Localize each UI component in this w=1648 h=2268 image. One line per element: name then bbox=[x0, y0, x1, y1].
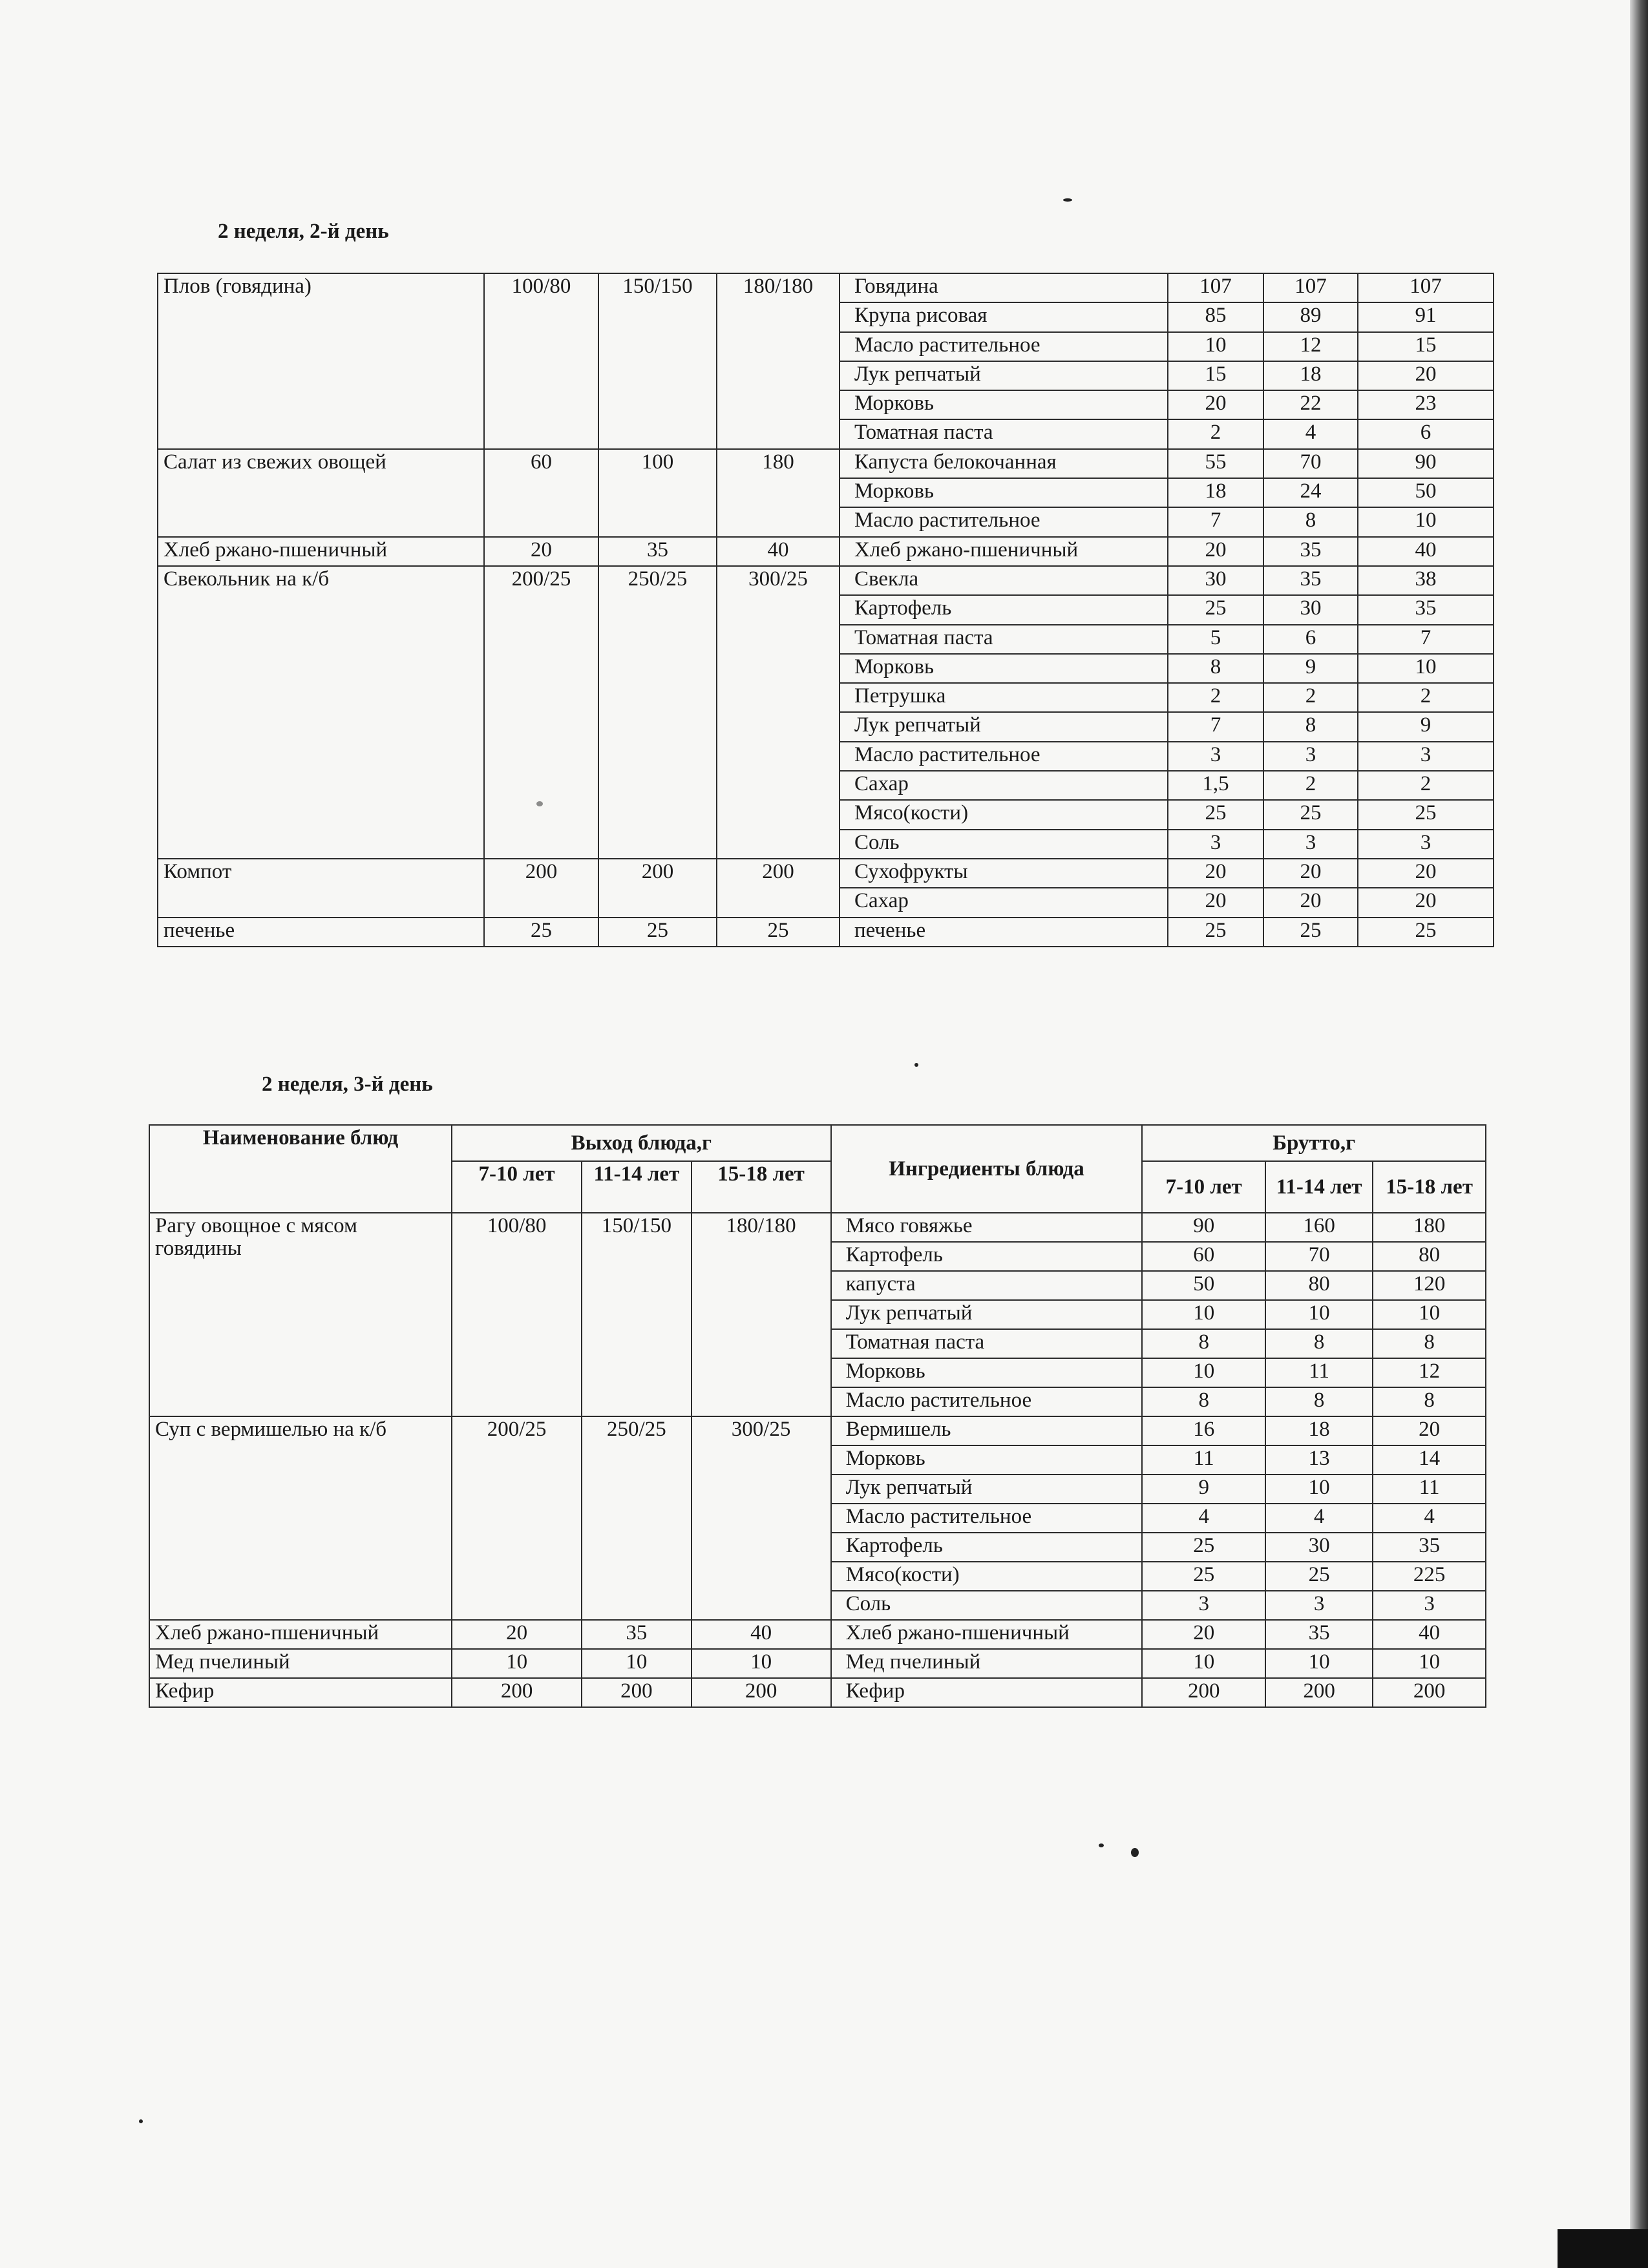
column-header-age: 11-14 лет bbox=[1265, 1161, 1373, 1213]
ingredient-name: Масло растительное bbox=[840, 507, 1168, 536]
ingredient-gross: 11 bbox=[1265, 1358, 1373, 1387]
table-row bbox=[158, 273, 1494, 302]
ingredient-gross: 8 bbox=[1142, 1387, 1265, 1416]
ingredient-gross: 12 bbox=[1263, 332, 1358, 361]
ingredient-gross: 18 bbox=[1168, 478, 1263, 507]
ingredient-gross: 3 bbox=[1265, 1591, 1373, 1620]
dish-output: 200 bbox=[484, 859, 598, 918]
ingredient-gross: 10 bbox=[1265, 1475, 1373, 1504]
dish-output: 180/180 bbox=[692, 1213, 831, 1416]
ingredient-gross: 30 bbox=[1263, 595, 1358, 624]
ingredient-name: Морковь bbox=[840, 478, 1168, 507]
ingredient-gross: 120 bbox=[1373, 1271, 1486, 1300]
dish-name: Кефир bbox=[149, 1678, 452, 1707]
dish-name: Суп с вермишелью на к/б bbox=[149, 1416, 452, 1620]
ingredient-gross: 35 bbox=[1358, 595, 1494, 624]
dish-output: 100/80 bbox=[452, 1213, 582, 1416]
ingredient-name: Сахар bbox=[840, 771, 1168, 800]
ingredient-gross: 200 bbox=[1142, 1678, 1265, 1707]
dish-output: 150/150 bbox=[598, 273, 717, 449]
ingredient-gross: 12 bbox=[1373, 1358, 1486, 1387]
ingredient-gross: 91 bbox=[1358, 302, 1494, 331]
ingredient-gross: 180 bbox=[1373, 1213, 1486, 1242]
ingredient-gross: 10 bbox=[1358, 507, 1494, 536]
ingredient-gross: 11 bbox=[1373, 1475, 1486, 1504]
ingredient-gross: 16 bbox=[1142, 1416, 1265, 1445]
ingredient-gross: 2 bbox=[1168, 683, 1263, 712]
ingredient-gross: 35 bbox=[1373, 1533, 1486, 1562]
ingredient-name: Картофель bbox=[831, 1242, 1143, 1271]
ingredient-name: Мед пчелиный bbox=[831, 1649, 1143, 1678]
dish-output: 200 bbox=[692, 1678, 831, 1707]
column-header-age: 7-10 лет bbox=[452, 1161, 582, 1213]
ingredient-gross: 25 bbox=[1263, 918, 1358, 947]
ingredient-gross: 8 bbox=[1263, 507, 1358, 536]
ingredient-gross: 35 bbox=[1263, 566, 1358, 595]
ingredient-gross: 25 bbox=[1168, 918, 1263, 947]
ingredient-name: Морковь bbox=[840, 390, 1168, 419]
table-row bbox=[158, 859, 1494, 888]
ingredient-gross: 8 bbox=[1373, 1387, 1486, 1416]
ingredient-name: Мясо(кости) bbox=[831, 1562, 1143, 1591]
table-row bbox=[149, 1678, 1486, 1707]
ingredient-gross: 30 bbox=[1168, 566, 1263, 595]
ingredient-gross: 20 bbox=[1142, 1620, 1265, 1649]
ingredient-gross: 5 bbox=[1168, 625, 1263, 654]
ingredient-gross: 90 bbox=[1358, 449, 1494, 478]
dish-output: 250/25 bbox=[582, 1416, 691, 1620]
dish-name: Компот bbox=[158, 859, 484, 918]
ingredient-gross: 9 bbox=[1263, 654, 1358, 683]
table-row bbox=[149, 1416, 1486, 1445]
table-row bbox=[158, 566, 1494, 595]
dish-output: 40 bbox=[692, 1620, 831, 1649]
dish-output: 200 bbox=[452, 1678, 582, 1707]
ingredient-gross: 10 bbox=[1265, 1300, 1373, 1329]
ingredient-gross: 30 bbox=[1265, 1533, 1373, 1562]
dish-output: 250/25 bbox=[598, 566, 717, 859]
ingredient-gross: 20 bbox=[1358, 361, 1494, 390]
ingredient-gross: 18 bbox=[1265, 1416, 1373, 1445]
dish-name: Рагу овощное с мясом говядины bbox=[149, 1213, 452, 1416]
ingredient-name: Лук репчатый bbox=[831, 1300, 1143, 1329]
dish-output: 200/25 bbox=[452, 1416, 582, 1620]
ingredient-gross: 20 bbox=[1373, 1416, 1486, 1445]
ingredient-gross: 225 bbox=[1373, 1562, 1486, 1591]
ingredient-name: Томатная паста bbox=[831, 1329, 1143, 1358]
dish-output: 300/25 bbox=[692, 1416, 831, 1620]
ingredient-gross: 107 bbox=[1263, 273, 1358, 302]
ingredient-name: Соль bbox=[831, 1591, 1143, 1620]
ingredient-gross: 20 bbox=[1358, 888, 1494, 917]
ingredient-name: Крупа рисовая bbox=[840, 302, 1168, 331]
ingredient-gross: 7 bbox=[1168, 712, 1263, 741]
ingredient-gross: 4 bbox=[1142, 1504, 1265, 1533]
ingredient-gross: 200 bbox=[1265, 1678, 1373, 1707]
ingredient-gross: 40 bbox=[1358, 537, 1494, 566]
ingredient-gross: 35 bbox=[1265, 1620, 1373, 1649]
ingredient-gross: 3 bbox=[1263, 742, 1358, 771]
column-header-age: 11-14 лет bbox=[582, 1161, 691, 1213]
ingredient-gross: 10 bbox=[1373, 1649, 1486, 1678]
ingredient-gross: 20 bbox=[1168, 390, 1263, 419]
dish-output: 40 bbox=[717, 537, 840, 566]
ingredient-gross: 10 bbox=[1358, 654, 1494, 683]
ingredient-gross: 2 bbox=[1263, 683, 1358, 712]
scan-speck bbox=[914, 1063, 918, 1067]
dish-output: 100/80 bbox=[484, 273, 598, 449]
ingredient-gross: 70 bbox=[1263, 449, 1358, 478]
ingredient-name: Свекла bbox=[840, 566, 1168, 595]
table-row bbox=[149, 1213, 1486, 1242]
ingredient-name: Томатная паста bbox=[840, 419, 1168, 448]
scan-speck bbox=[1131, 1848, 1139, 1857]
ingredient-gross: 22 bbox=[1263, 390, 1358, 419]
ingredient-gross: 3 bbox=[1142, 1591, 1265, 1620]
ingredient-name: Хлеб ржано-пшеничный bbox=[831, 1620, 1143, 1649]
column-header-dish: Наименование блюд bbox=[149, 1125, 452, 1213]
dish-name: Плов (говядина) bbox=[158, 273, 484, 449]
column-header-age: 7-10 лет bbox=[1142, 1161, 1265, 1213]
ingredient-gross: 15 bbox=[1358, 332, 1494, 361]
ingredient-name: Картофель bbox=[831, 1533, 1143, 1562]
ingredient-gross: 3 bbox=[1358, 742, 1494, 771]
ingredient-gross: 25 bbox=[1142, 1562, 1265, 1591]
ingredient-gross: 10 bbox=[1373, 1300, 1486, 1329]
ingredient-gross: 6 bbox=[1358, 419, 1494, 448]
dish-output: 25 bbox=[484, 918, 598, 947]
ingredient-name: Томатная паста bbox=[840, 625, 1168, 654]
ingredient-gross: 2 bbox=[1263, 771, 1358, 800]
dish-name: Салат из свежих овощей bbox=[158, 449, 484, 537]
ingredient-name: Лук репчатый bbox=[840, 712, 1168, 741]
ingredient-gross: 4 bbox=[1263, 419, 1358, 448]
ingredient-gross: 20 bbox=[1168, 537, 1263, 566]
ingredient-gross: 20 bbox=[1168, 859, 1263, 888]
ingredient-name: Масло растительное bbox=[840, 742, 1168, 771]
menu-table-day3 bbox=[149, 1124, 1486, 1708]
dish-name: Хлеб ржано-пшеничный bbox=[158, 537, 484, 566]
column-header-gross: Брутто,г bbox=[1142, 1125, 1486, 1161]
ingredient-name: Капуста белокочанная bbox=[840, 449, 1168, 478]
column-header-age: 15-18 лет bbox=[692, 1161, 831, 1213]
section-heading-day2: 2 неделя, 2-й день bbox=[218, 220, 389, 243]
ingredient-gross: 2 bbox=[1168, 419, 1263, 448]
dish-output: 20 bbox=[452, 1620, 582, 1649]
dish-output: 180/180 bbox=[717, 273, 840, 449]
dish-output: 200/25 bbox=[484, 566, 598, 859]
ingredient-name: капуста bbox=[831, 1271, 1143, 1300]
ingredient-gross: 3 bbox=[1263, 830, 1358, 859]
ingredient-gross: 200 bbox=[1373, 1678, 1486, 1707]
dish-output: 10 bbox=[692, 1649, 831, 1678]
ingredient-gross: 160 bbox=[1265, 1213, 1373, 1242]
ingredient-name: печенье bbox=[840, 918, 1168, 947]
ingredient-gross: 80 bbox=[1265, 1271, 1373, 1300]
scan-speck bbox=[1099, 1843, 1104, 1847]
ingredient-gross: 3 bbox=[1358, 830, 1494, 859]
ingredient-gross: 20 bbox=[1168, 888, 1263, 917]
ingredient-name: Кефир bbox=[831, 1678, 1143, 1707]
ingredient-gross: 55 bbox=[1168, 449, 1263, 478]
ingredient-gross: 10 bbox=[1265, 1649, 1373, 1678]
dish-output: 100 bbox=[598, 449, 717, 537]
table-row bbox=[149, 1620, 1486, 1649]
ingredient-gross: 3 bbox=[1168, 830, 1263, 859]
ingredient-name: Масло растительное bbox=[831, 1504, 1143, 1533]
dish-output: 20 bbox=[484, 537, 598, 566]
ingredient-gross: 38 bbox=[1358, 566, 1494, 595]
dish-name: Мед пчелиный bbox=[149, 1649, 452, 1678]
ingredient-gross: 25 bbox=[1168, 595, 1263, 624]
ingredient-gross: 9 bbox=[1358, 712, 1494, 741]
ingredient-gross: 8 bbox=[1265, 1329, 1373, 1358]
dish-output: 300/25 bbox=[717, 566, 840, 859]
ingredient-name: Соль bbox=[840, 830, 1168, 859]
table-row bbox=[158, 918, 1494, 947]
table-row bbox=[158, 449, 1494, 478]
ingredient-gross: 20 bbox=[1358, 859, 1494, 888]
dish-output: 25 bbox=[717, 918, 840, 947]
ingredient-gross: 90 bbox=[1142, 1213, 1265, 1242]
column-header-output: Выход блюда,г bbox=[452, 1125, 831, 1161]
ingredient-name: Мясо говяжье bbox=[831, 1213, 1143, 1242]
ingredient-gross: 4 bbox=[1373, 1504, 1486, 1533]
dish-output: 25 bbox=[598, 918, 717, 947]
ingredient-gross: 25 bbox=[1358, 800, 1494, 829]
ingredient-gross: 14 bbox=[1373, 1445, 1486, 1475]
ingredient-gross: 7 bbox=[1358, 625, 1494, 654]
ingredient-gross: 3 bbox=[1373, 1591, 1486, 1620]
dish-output: 10 bbox=[452, 1649, 582, 1678]
ingredient-name: Масло растительное bbox=[840, 332, 1168, 361]
scan-speck bbox=[139, 2119, 143, 2123]
scan-speck bbox=[1063, 198, 1072, 202]
dish-name: Свекольник на к/б bbox=[158, 566, 484, 859]
column-header-ingredients: Ингредиенты блюда bbox=[831, 1125, 1143, 1213]
ingredient-gross: 2 bbox=[1358, 771, 1494, 800]
dish-output: 180 bbox=[717, 449, 840, 537]
ingredient-name: Масло растительное bbox=[831, 1387, 1143, 1416]
ingredient-name: Хлеб ржано-пшеничный bbox=[840, 537, 1168, 566]
ingredient-gross: 40 bbox=[1373, 1620, 1486, 1649]
dish-output: 200 bbox=[582, 1678, 691, 1707]
scan-edge bbox=[1630, 0, 1648, 2268]
ingredient-gross: 6 bbox=[1263, 625, 1358, 654]
ingredient-gross: 25 bbox=[1142, 1533, 1265, 1562]
ingredient-gross: 89 bbox=[1263, 302, 1358, 331]
ingredient-gross: 4 bbox=[1265, 1504, 1373, 1533]
ingredient-gross: 10 bbox=[1142, 1358, 1265, 1387]
dish-name: Хлеб ржано-пшеничный bbox=[149, 1620, 452, 1649]
ingredient-gross: 10 bbox=[1142, 1649, 1265, 1678]
ingredient-gross: 107 bbox=[1168, 273, 1263, 302]
ingredient-gross: 20 bbox=[1263, 888, 1358, 917]
ingredient-gross: 107 bbox=[1358, 273, 1494, 302]
dish-output: 200 bbox=[717, 859, 840, 918]
ingredient-gross: 3 bbox=[1168, 742, 1263, 771]
ingredient-gross: 80 bbox=[1373, 1242, 1486, 1271]
ingredient-name: Сахар bbox=[840, 888, 1168, 917]
ingredient-gross: 8 bbox=[1168, 654, 1263, 683]
section-heading-day3: 2 неделя, 3-й день bbox=[262, 1073, 433, 1096]
ingredient-gross: 18 bbox=[1263, 361, 1358, 390]
ingredient-gross: 8 bbox=[1373, 1329, 1486, 1358]
dish-output: 35 bbox=[598, 537, 717, 566]
ingredient-gross: 23 bbox=[1358, 390, 1494, 419]
table-row bbox=[158, 537, 1494, 566]
table-row bbox=[149, 1649, 1486, 1678]
ingredient-gross: 25 bbox=[1358, 918, 1494, 947]
menu-table-day2 bbox=[157, 273, 1494, 947]
ingredient-gross: 10 bbox=[1168, 332, 1263, 361]
ingredient-name: Петрушка bbox=[840, 683, 1168, 712]
ingredient-gross: 7 bbox=[1168, 507, 1263, 536]
ingredient-name: Лук репчатый bbox=[831, 1475, 1143, 1504]
ingredient-gross: 11 bbox=[1142, 1445, 1265, 1475]
ingredient-name: Морковь bbox=[831, 1358, 1143, 1387]
ingredient-gross: 25 bbox=[1168, 800, 1263, 829]
header-row bbox=[149, 1125, 1486, 1161]
ingredient-gross: 25 bbox=[1265, 1562, 1373, 1591]
ingredient-gross: 8 bbox=[1142, 1329, 1265, 1358]
ingredient-gross: 85 bbox=[1168, 302, 1263, 331]
column-header-age: 15-18 лет bbox=[1373, 1161, 1486, 1213]
ingredient-gross: 70 bbox=[1265, 1242, 1373, 1271]
ingredient-gross: 15 bbox=[1168, 361, 1263, 390]
ingredient-name: Лук репчатый bbox=[840, 361, 1168, 390]
ingredient-name: Мясо(кости) bbox=[840, 800, 1168, 829]
ingredient-gross: 8 bbox=[1263, 712, 1358, 741]
dish-name: печенье bbox=[158, 918, 484, 947]
ingredient-gross: 13 bbox=[1265, 1445, 1373, 1475]
ingredient-gross: 9 bbox=[1142, 1475, 1265, 1504]
ingredient-gross: 1,5 bbox=[1168, 771, 1263, 800]
ingredient-name: Морковь bbox=[831, 1445, 1143, 1475]
scan-corner bbox=[1558, 2229, 1648, 2268]
ingredient-gross: 50 bbox=[1142, 1271, 1265, 1300]
ingredient-gross: 25 bbox=[1263, 800, 1358, 829]
ingredient-gross: 60 bbox=[1142, 1242, 1265, 1271]
ingredient-gross: 24 bbox=[1263, 478, 1358, 507]
ingredient-name: Морковь bbox=[840, 654, 1168, 683]
dish-output: 60 bbox=[484, 449, 598, 537]
ingredient-gross: 2 bbox=[1358, 683, 1494, 712]
dish-output: 10 bbox=[582, 1649, 691, 1678]
ingredient-gross: 35 bbox=[1263, 537, 1358, 566]
ingredient-name: Картофель bbox=[840, 595, 1168, 624]
ingredient-gross: 8 bbox=[1265, 1387, 1373, 1416]
dish-output: 200 bbox=[598, 859, 717, 918]
dish-output: 35 bbox=[582, 1620, 691, 1649]
ingredient-gross: 10 bbox=[1142, 1300, 1265, 1329]
ingredient-gross: 50 bbox=[1358, 478, 1494, 507]
ingredient-gross: 20 bbox=[1263, 859, 1358, 888]
ingredient-name: Сухофрукты bbox=[840, 859, 1168, 888]
dish-output: 150/150 bbox=[582, 1213, 691, 1416]
ingredient-name: Вермишель bbox=[831, 1416, 1143, 1445]
ingredient-name: Говядина bbox=[840, 273, 1168, 302]
